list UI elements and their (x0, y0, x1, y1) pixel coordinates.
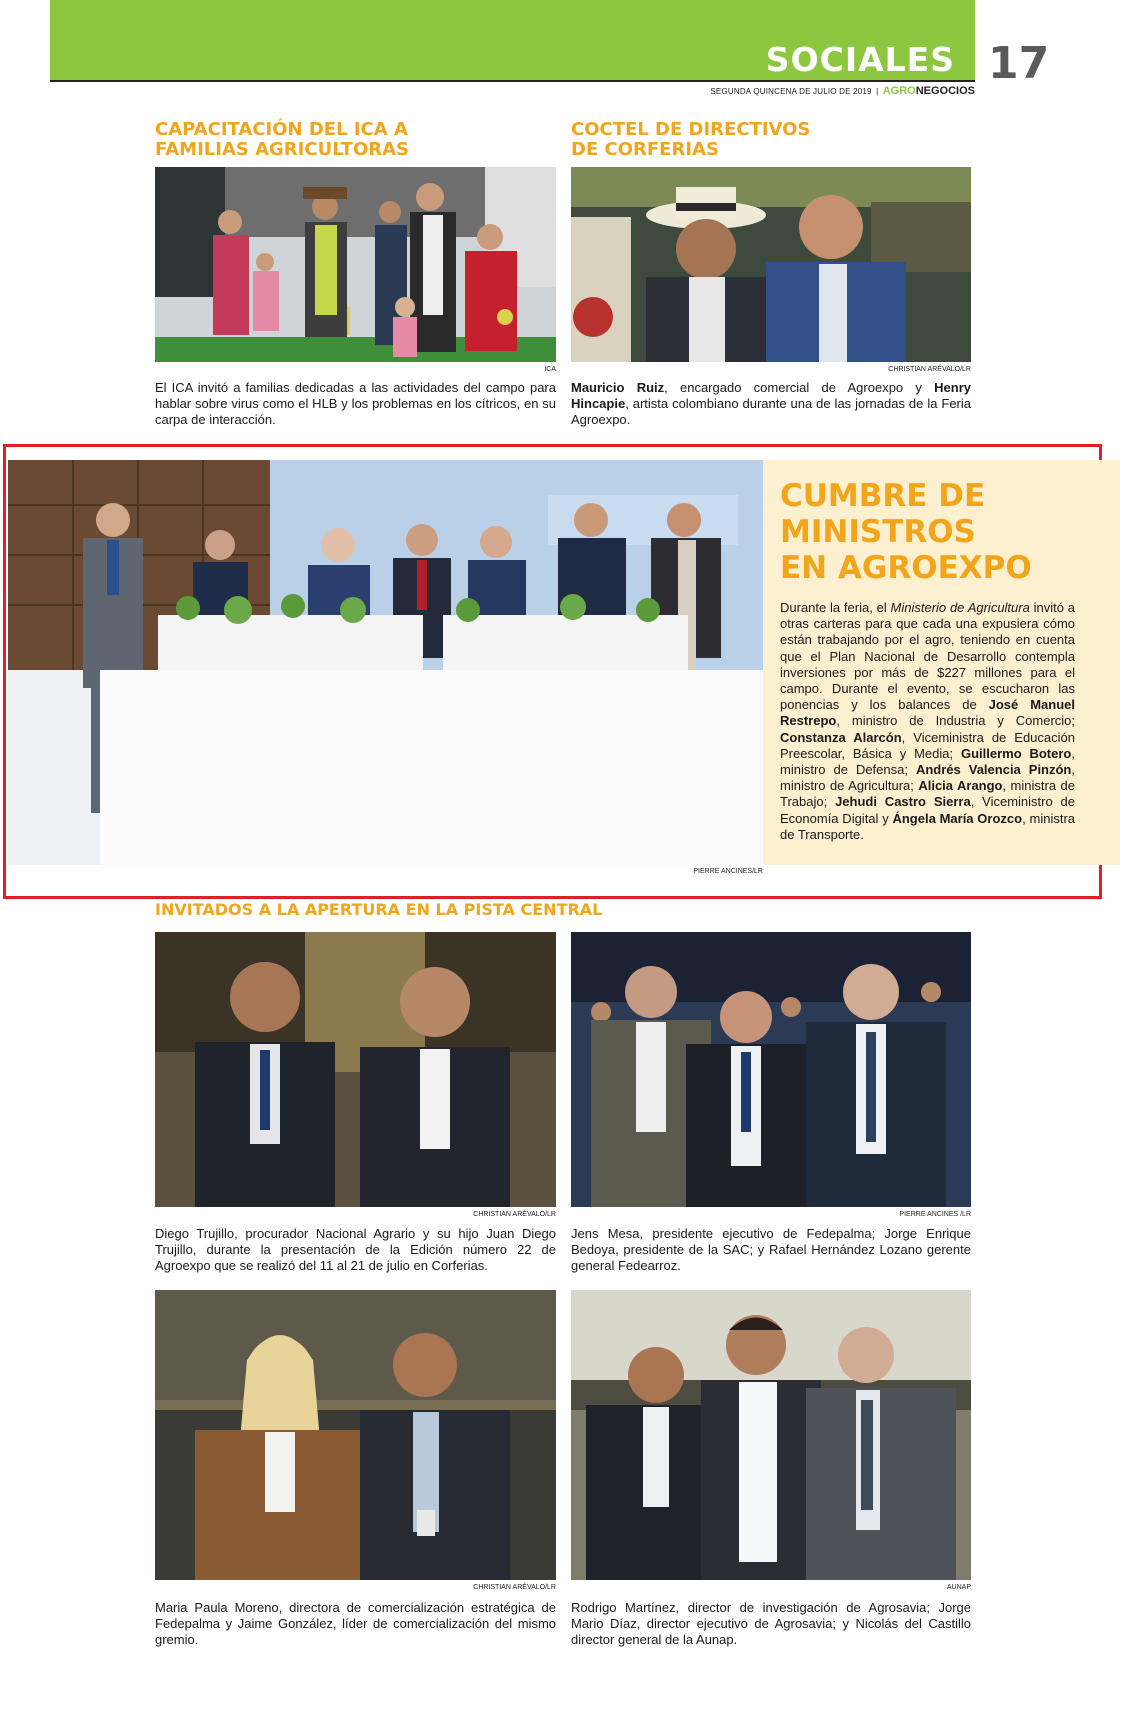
brand-suffix: NEGOCIOS (915, 85, 975, 97)
invitados-photo-3-credit: CHRISTIAN ARÉVALO/LR (473, 1584, 556, 1591)
invitados-heading: INVITADOS A LA APERTURA EN LA PISTA CENTRAL (155, 900, 603, 919)
invitados-caption-3: Maria Paula Moreno, directora de comercialización estratégica de Fedepalma y Jaime González, líder de comercialización del mismo gremio. (155, 1600, 556, 1647)
invitados-photo-2 (571, 932, 971, 1207)
ica-heading-line2: FAMILIAS AGRICULTORAS (155, 139, 410, 160)
cumbre-body-run: Andrés Valencia Pinzón (915, 762, 1072, 778)
invitados-photo-4 (571, 1290, 971, 1580)
cumbre-body-run: Guillermo Botero (960, 745, 1072, 761)
cumbre-body-run: Jehudi Castro Sierra (835, 794, 971, 810)
invitados-photo-4-credit: AUNAP (946, 1584, 971, 1591)
cumbre-heading-line1: CUMBRE DE (780, 478, 986, 514)
invitados-caption-1: Diego Trujillo, procurador Nacional Agrario y su hijo Juan Diego Trujillo, durante la presentación de la Edición número 22 de Agroexpo que se realizó del 11 al 21 de julio en Corferias. (155, 1226, 556, 1273)
cumbre-body-run: , Viceministro de Economía Digital y (780, 794, 1076, 826)
coctel-photo (571, 167, 971, 362)
invitados-photo-2-credit: PIERRE ANCINES /LR (899, 1211, 971, 1218)
coctel-caption (571, 380, 971, 428)
invitados-photo-3 (155, 1290, 556, 1580)
cumbre-body-run: Constanza Alarcón (780, 729, 902, 745)
brand-logo (883, 85, 975, 97)
cumbre-body-run: Alicia Arango (918, 778, 1003, 794)
coctel-heading-line2: DE CORFERIAS (571, 139, 719, 160)
header-rule (50, 80, 975, 82)
coctel-caption-name2: Henry Hincapie (571, 380, 971, 411)
cumbre-body-run: invitó a otras carteras para que cada una expusiera cómo están trabajando por el agro, teniendo en cuenta que el Plan Nacional de Desarrollo contempla inversiones por más de $227 millones para el campo. Durante el evento, se escucharon las ponencias y los balances de (780, 600, 1075, 713)
coctel-caption-part1: , encargado comercial de Agroexpo y (664, 380, 935, 395)
dateline-separator: | (873, 87, 881, 96)
coctel-photo-credit: CHRISTIAN ARÉVALO/LR (888, 366, 971, 373)
cumbre-heading-line3: EN AGROEXPO (780, 550, 1032, 586)
cumbre-body-run: , ministro de Agricultura; (780, 762, 1075, 794)
invitados-caption-2: Jens Mesa, presidente ejecutivo de Fedepalma; Jorge Enrique Bedoya, presidente de la SAC; y Rafael Hernández Lozano gerente general Fedearroz. (571, 1226, 971, 1273)
cumbre-body-run: Ángela María Orozco (892, 810, 1023, 826)
page-number: 17 (988, 38, 1050, 89)
issue-date: SEGUNDA QUINCENA DE JULIO DE 2019 (710, 87, 872, 96)
invitados-photo-1 (155, 932, 556, 1207)
cumbre-body-run: Durante la feria, el (780, 600, 891, 615)
cumbre-photo (8, 460, 763, 865)
ica-photo (155, 167, 556, 362)
cumbre-body-run: , ministra de Trabajo; (780, 778, 1075, 810)
coctel-caption-name1: Mauricio Ruiz (571, 380, 665, 395)
dateline (640, 85, 975, 97)
cumbre-body-run: , ministro de Defensa; (780, 745, 1075, 778)
cumbre-body-text (780, 600, 1075, 843)
ica-heading (155, 120, 409, 160)
cumbre-body-run: Ministerio de Agricultura (890, 600, 1030, 615)
cumbre-heading-line2: MINISTROS (780, 514, 976, 550)
ica-photo-credit: ICA (544, 366, 556, 373)
invitados-caption-4: Rodrigo Martínez, director de investigación de Agrosavia; Jorge Mario Díaz, director ejecutivo de Agrosavia; y Nicolás del Castillo director general de la Aunap. (571, 1600, 971, 1647)
cumbre-heading (780, 478, 1080, 586)
cumbre-photo-credit: PIERRE ANCINES/LR (693, 868, 763, 875)
cumbre-body-run: José Manuel Restrepo (780, 697, 1075, 729)
section-header-bar (50, 0, 975, 80)
cumbre-body-run: , ministro de Industria y Comercio; (836, 713, 1075, 729)
ica-heading-line1: CAPACITACIÓN DEL ICA A (155, 119, 408, 140)
ica-caption: El ICA invitó a familias dedicadas a las actividades del campo para hablar sobre virus como el HLB y los problemas en los cítricos, en su carpa de interacción. (155, 380, 556, 427)
coctel-heading-line1: COCTEL DE DIRECTIVOS (571, 119, 811, 140)
section-title: SOCIALES (765, 40, 955, 79)
cumbre-body-run: , ministra de Transporte. (780, 810, 1075, 842)
cumbre-body-run: , Viceministra de Educación Preescolar, Básica y Media; (780, 729, 1075, 761)
brand-prefix: AGRO (882, 85, 916, 97)
invitados-photo-1-credit: CHRISTIAN ARÉVALO/LR (473, 1211, 556, 1218)
coctel-caption-part2: , artista colombiano durante una de las jornadas de la Feria Agroexpo. (571, 396, 971, 427)
coctel-heading (571, 120, 810, 160)
